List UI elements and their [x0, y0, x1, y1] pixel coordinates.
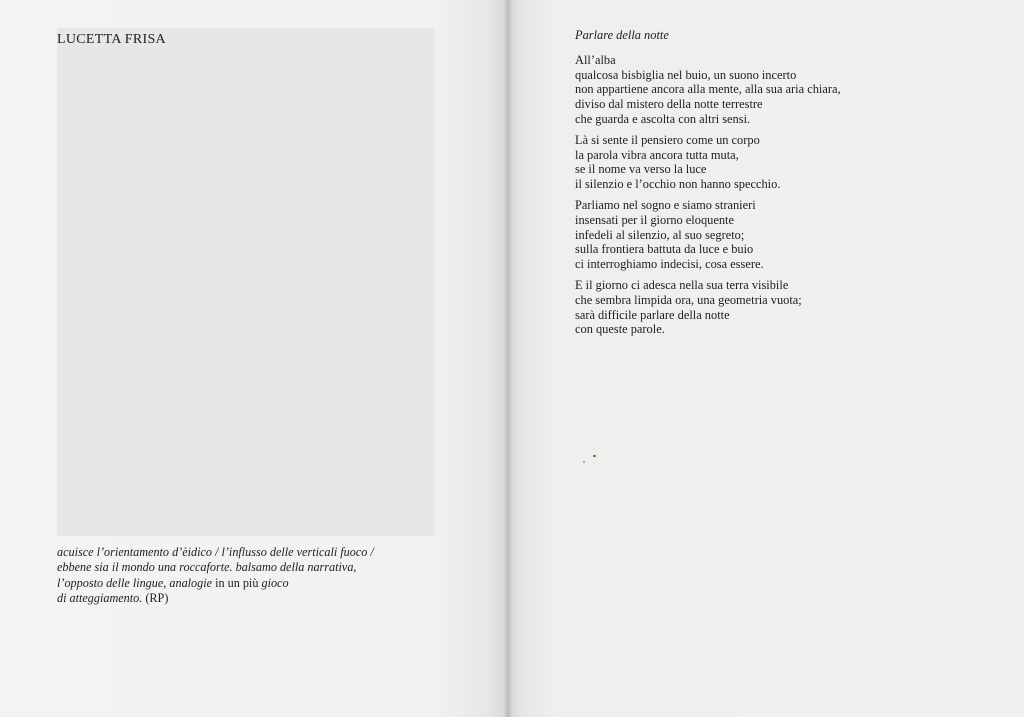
poem-stanza [575, 278, 995, 337]
poem-stanza [575, 198, 995, 272]
caption-line [57, 545, 452, 560]
caption-run: di atteggiamento. [57, 590, 143, 605]
caption-text [57, 545, 452, 606]
poem-stanza [575, 133, 995, 192]
poem-line: infedeli al silenzio, al suo segreto; [575, 227, 745, 242]
poem-line: ci interroghiamo indecisi, cosa essere. [575, 257, 764, 272]
caption-run: (RP) [142, 590, 169, 605]
poem-line: qualcosa bisbiglia nel buio, un suono incerto [575, 67, 797, 82]
poem-line: diviso dal mistero della notte terrestre [575, 97, 763, 112]
poem-stanza [575, 53, 995, 127]
poem-body [575, 53, 995, 337]
poem-line: All’alba [575, 52, 616, 67]
caption-run: l’opposto delle lingue, analogie [57, 575, 213, 590]
poem-line: non appartiene ancora alla mente, alla sua aria chiara, [575, 82, 841, 97]
poem-line: se il nome va verso la luce [575, 162, 707, 177]
poem [575, 28, 995, 343]
poem-title: Parlare della notte [575, 28, 669, 42]
poem-line: il silenzio e l’occhio non hanno specchio. [575, 177, 781, 192]
author-name: LUCETTA FRISA [57, 32, 166, 47]
caption-run: acuisce l’orientamento d’èidico / l’influsso delle verticali fuoco / [57, 545, 374, 559]
caption-line [57, 576, 452, 591]
ink-speck [593, 455, 596, 457]
poem-line: E il giorno ci adesca nella sua terra visibile [575, 277, 789, 292]
caption-run: ebbene sia il mondo una roccaforte. balsamo della narrativa, [57, 560, 357, 575]
poem-line: sarà difficile parlare della notte [575, 307, 730, 322]
poem-line: Parliamo nel sogno e siamo stranieri [575, 197, 756, 212]
left-image-plate [57, 28, 435, 536]
poem-line: la parola vibra ancora tutta muta, [575, 147, 739, 162]
poem-line: insensati per il giorno eloquente [575, 212, 734, 227]
caption-run: in un più [212, 575, 262, 590]
poem-line: che sembra limpida ora, una geometria vuota; [575, 292, 802, 307]
book-gutter [503, 0, 513, 717]
left-page [0, 0, 507, 717]
poem-line: sulla frontiera battuta da luce e buio [575, 242, 754, 257]
ink-speck [583, 461, 585, 463]
poem-line: Là si sente il pensiero come un corpo [575, 132, 760, 147]
poem-line: che guarda e ascolta con altri sensi. [575, 111, 751, 126]
caption-run: gioco [261, 575, 289, 590]
caption-line [57, 560, 452, 575]
poem-line: con queste parole. [575, 322, 665, 337]
caption-line [57, 591, 452, 606]
